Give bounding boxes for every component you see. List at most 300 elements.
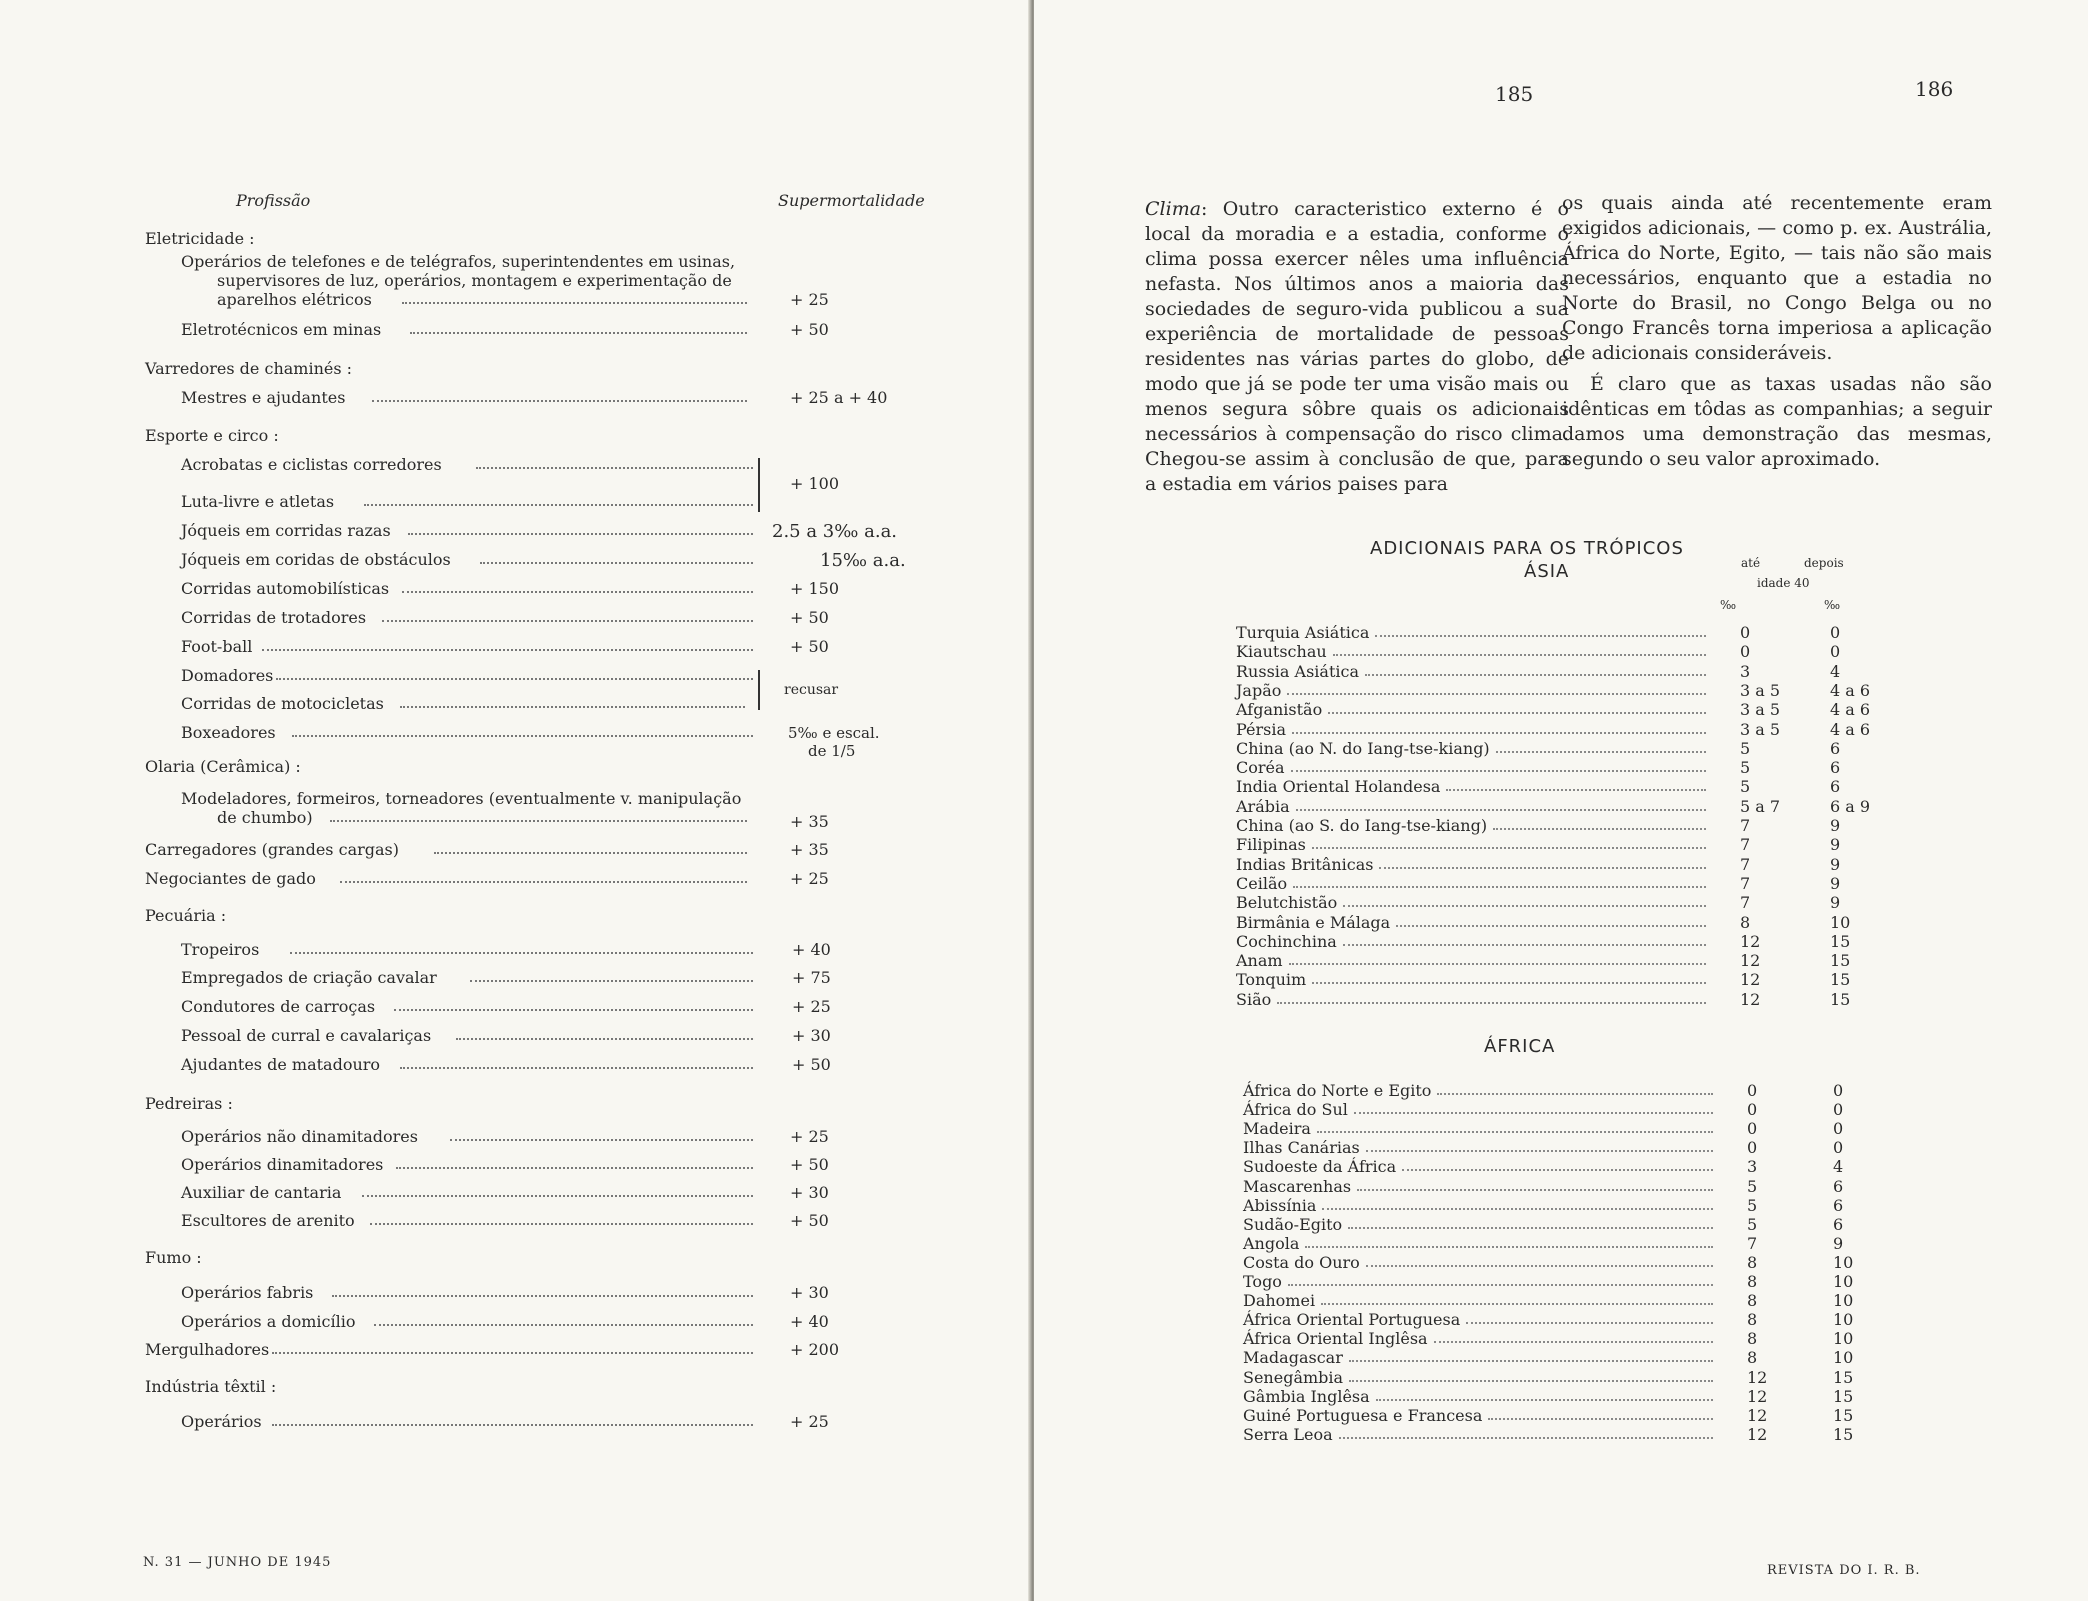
country-name: India Oriental Holandesa <box>1236 777 1441 797</box>
row-label: Boxeadores <box>181 723 276 742</box>
rate-after-40: 10 <box>1833 1252 1854 1272</box>
bracket <box>752 670 760 710</box>
row-label: Condutores de carroças <box>181 997 376 1016</box>
country-name: Coréa <box>1236 758 1285 778</box>
dot-leader <box>1312 835 1706 849</box>
section-fumo: Fumo : <box>145 1248 202 1267</box>
rate-until-40: 5 <box>1747 1176 1758 1196</box>
table-row <box>0 1183 1030 1205</box>
bracket <box>752 458 760 512</box>
dot-leader <box>1366 1253 1713 1267</box>
country-name: Russia Asiática <box>1236 661 1359 681</box>
dot-leader <box>364 492 753 506</box>
table-row <box>1243 1138 1883 1157</box>
rate-until-40: 5 <box>1747 1214 1758 1234</box>
row-value: + 25 <box>790 1127 829 1146</box>
rate-after-40: 0 <box>1833 1100 1844 1120</box>
dot-leader <box>1328 700 1706 714</box>
dot-leader <box>1293 874 1706 888</box>
dot-leader <box>1322 1196 1713 1210</box>
row-label: supervisores de luz, operários, montagem e experimentação de <box>217 271 732 290</box>
rate-until-40: 0 <box>1740 642 1751 662</box>
table-row <box>1243 1100 1883 1119</box>
dot-leader <box>272 1340 753 1354</box>
country-name: Dahomei <box>1243 1291 1316 1311</box>
table-row <box>1243 1368 1883 1387</box>
dot-leader <box>1349 1348 1713 1362</box>
dot-leader <box>1488 1406 1713 1420</box>
rate-until-40: 12 <box>1747 1405 1768 1425</box>
dot-leader <box>1357 1177 1713 1191</box>
dot-leader <box>272 1412 753 1426</box>
rate-after-40: 6 <box>1833 1214 1844 1234</box>
table-row <box>1236 951 1876 970</box>
dot-leader <box>372 388 747 402</box>
table-row <box>1243 1234 1883 1253</box>
dot-leader <box>262 637 753 651</box>
row-value: + 25 <box>792 997 831 1016</box>
rate-after-40: 15 <box>1830 970 1851 990</box>
rate-after-40: 9 <box>1833 1233 1844 1253</box>
dot-leader <box>1376 1387 1713 1401</box>
table-row <box>0 869 1030 891</box>
row-value: + 150 <box>790 579 840 598</box>
table-row <box>1243 1253 1883 1272</box>
row-label: Operários de telefones e de telégrafos, superintendentes em usinas, <box>181 252 736 271</box>
table-row <box>0 637 1030 659</box>
left-page <box>0 0 1030 1601</box>
row-value: + 35 <box>790 840 829 859</box>
table-row <box>0 694 1030 716</box>
paragraph: : Outro caracteristico externo é o local da moradia e a estadia, conforme o clima possa exercer nêles uma influência nefasta. Nos últimos anos a maioria das sociedades de seguro-vida publicou a sua experiência de mortalidade de pessoas residentes nas várias partes do globo, de modo que já se pode ter uma visão mais ou menos segura sôbre quais os adicionais necessários à compensação do risco clima. Chegou-se assim à conclusão de que, para a estadia em vários paises para <box>1145 198 1569 495</box>
row-value: + 50 <box>790 637 829 656</box>
dot-leader <box>480 550 753 564</box>
rate-until-40: 12 <box>1740 989 1761 1009</box>
table-row <box>1243 1406 1883 1425</box>
rate-after-40: 9 <box>1830 816 1841 835</box>
table-row <box>1236 797 1876 816</box>
page-number: 185 <box>1495 82 1534 106</box>
country-name: Pérsia <box>1236 719 1287 739</box>
rate-until-40: 3 a 5 <box>1740 719 1781 739</box>
dot-leader <box>1402 1157 1713 1171</box>
clima-lead: Clima <box>1145 198 1202 220</box>
page-number: 186 <box>1915 77 1954 101</box>
header-profession: Profissão <box>236 191 311 210</box>
row-value: 2.5 a 3‰ a.a. <box>772 521 898 542</box>
country-name: Filipinas <box>1236 835 1306 855</box>
row-value: 15‰ a.a. <box>820 550 906 571</box>
dot-leader <box>1287 681 1706 695</box>
rate-after-40: 6 <box>1833 1195 1844 1215</box>
dot-leader <box>1366 1138 1713 1152</box>
rate-until-40: 12 <box>1747 1367 1768 1387</box>
row-label: Mestres e ajudantes <box>181 388 346 407</box>
dot-leader <box>1321 1291 1713 1305</box>
section-textil: Indústria têxtil : <box>145 1377 277 1396</box>
dot-leader <box>400 694 745 708</box>
rate-until-40: 8 <box>1740 912 1751 932</box>
row-value: + 30 <box>790 1283 829 1302</box>
row-value: + 40 <box>790 1312 829 1331</box>
row-value: + 50 <box>790 1211 829 1230</box>
dot-leader <box>340 869 747 883</box>
country-name: Togo <box>1243 1272 1282 1291</box>
country-name: Arábia <box>1236 796 1290 816</box>
rate-until-40: 0 <box>1740 623 1751 642</box>
row-label: Tropeiros <box>181 940 260 959</box>
row-label: de chumbo) <box>217 808 313 827</box>
row-value: + 25 a + 40 <box>790 388 888 407</box>
rate-after-40: 10 <box>1830 912 1851 932</box>
rate-after-40: 4 a 6 <box>1830 700 1871 720</box>
table-row <box>1236 913 1876 932</box>
dot-leader <box>374 1312 753 1326</box>
table-row <box>1243 1196 1883 1215</box>
country-name: Belutchistão <box>1236 893 1338 913</box>
row-label: Empregados de criação cavalar <box>181 968 437 987</box>
country-name: Sudoeste da África <box>1243 1157 1397 1177</box>
rate-until-40: 12 <box>1747 1386 1768 1406</box>
country-name: Madeira <box>1243 1119 1311 1139</box>
table-row <box>1236 739 1876 758</box>
row-label: Carregadores (grandes cargas) <box>145 840 399 859</box>
table-row <box>1236 932 1876 951</box>
dot-leader <box>1333 642 1706 656</box>
table-row <box>0 940 1030 962</box>
rate-after-40: 9 <box>1830 835 1841 855</box>
dot-leader <box>456 1026 753 1040</box>
rate-until-40: 12 <box>1747 1424 1768 1444</box>
rate-until-40: 5 <box>1740 738 1751 758</box>
row-label: Negociantes de gado <box>145 869 316 888</box>
dot-leader <box>362 1183 753 1197</box>
country-name: Turquia Asiática <box>1236 623 1370 642</box>
body-column-1 <box>1145 197 1569 497</box>
table-row <box>0 320 1030 342</box>
dot-leader <box>1343 932 1706 946</box>
dot-leader <box>1434 1329 1713 1343</box>
row-value: + 50 <box>790 320 829 339</box>
table-row <box>1243 1119 1883 1138</box>
dot-leader <box>1446 777 1706 791</box>
table-row <box>0 1412 1030 1434</box>
col1-header: até <box>1741 556 1761 570</box>
row-label: Jóqueis em coridas de obstáculos <box>181 550 451 569</box>
country-name: Ilhas Canárias <box>1243 1138 1360 1158</box>
rate-after-40: 15 <box>1833 1367 1854 1387</box>
section-esporte: Esporte e circo : <box>145 426 279 445</box>
table-row <box>1243 1215 1883 1234</box>
row-label: Acrobatas e ciclistas corredores <box>181 455 442 474</box>
dot-leader <box>1277 990 1706 1004</box>
rate-after-40: 9 <box>1830 873 1841 893</box>
table-row <box>0 492 1030 514</box>
dot-leader <box>290 940 753 954</box>
dot-leader <box>396 1155 753 1169</box>
table-row <box>0 290 1030 312</box>
asia-title: ÁSIA <box>1524 561 1570 582</box>
row-label: Operários não dinamitadores <box>181 1127 418 1146</box>
dot-leader <box>1317 1119 1713 1133</box>
body-column-2 <box>1562 191 1992 472</box>
table-row <box>0 1283 1030 1305</box>
dot-leader <box>1312 970 1706 984</box>
table-row <box>1243 1291 1883 1310</box>
row-label: Foot-ball <box>181 637 253 656</box>
country-name: Costa do Ouro <box>1243 1252 1360 1272</box>
section-pedreiras: Pedreiras : <box>145 1094 233 1113</box>
row-value: + 25 <box>790 869 829 888</box>
row-label: Luta-livre e atletas <box>181 492 335 511</box>
table-row <box>0 997 1030 1019</box>
table-row <box>1236 623 1876 642</box>
table-row <box>1236 835 1876 854</box>
header-mortality: Supermortalidade <box>778 191 925 210</box>
rate-until-40: 8 <box>1747 1272 1758 1291</box>
country-name: Afganistão <box>1236 700 1323 720</box>
country-name: Kiautschau <box>1236 642 1327 662</box>
dot-leader <box>1343 893 1706 907</box>
table-row <box>0 1340 1030 1362</box>
dot-leader <box>370 1211 753 1225</box>
table-row <box>1236 855 1876 874</box>
dot-leader <box>1292 720 1706 734</box>
row-label: Corridas de trotadores <box>181 608 367 627</box>
dot-leader <box>1339 1425 1713 1439</box>
dot-leader <box>1396 913 1706 927</box>
dot-leader <box>1305 1234 1713 1248</box>
row-value: + 200 <box>790 1340 840 1359</box>
table-row <box>0 666 1030 688</box>
table-row <box>1243 1157 1883 1176</box>
rate-after-40: 0 <box>1833 1138 1844 1158</box>
rate-after-40: 6 <box>1830 758 1841 778</box>
africa-title: ÁFRICA <box>1484 1036 1556 1057</box>
right-page <box>1034 0 2088 1601</box>
rate-after-40: 6 <box>1830 777 1841 797</box>
table-row <box>0 1026 1030 1048</box>
rate-until-40: 3 a 5 <box>1740 680 1781 700</box>
row-label: Corridas automobilísticas <box>181 579 390 598</box>
dot-leader <box>476 455 753 469</box>
table-row <box>0 1155 1030 1177</box>
dot-leader <box>400 1055 753 1069</box>
paragraph: os quais ainda até recentemente eram exigidos adicionais, — como p. ex. Austrália, África do Norte, Egito, — tais não são mais necessários, enquanto que a estadia no Norte do Brasil, no Congo Belga ou no Congo Francês torna imperiosa a aplicação de adicionais consideráveis. <box>1562 192 1992 364</box>
row-value: + 35 <box>790 812 829 831</box>
col2-header: depois <box>1804 556 1844 570</box>
table-row <box>1236 970 1876 989</box>
country-name: Japão <box>1236 680 1282 700</box>
row-label: Domadores <box>181 666 274 685</box>
table-row <box>1236 874 1876 893</box>
table-row <box>1243 1387 1883 1406</box>
country-name: Indias Britânicas <box>1236 854 1374 874</box>
table-row <box>1236 681 1876 700</box>
row-label: Operários a domicílio <box>181 1312 356 1331</box>
rate-after-40: 15 <box>1830 951 1851 971</box>
country-name: Cochinchina <box>1236 931 1337 951</box>
rate-after-40: 6 <box>1830 738 1841 758</box>
rate-until-40: 5 <box>1740 758 1751 778</box>
table-row <box>1236 758 1876 777</box>
country-name: Birmânia e Málaga <box>1236 912 1391 932</box>
country-name: Abissínia <box>1243 1195 1317 1215</box>
table-row <box>0 808 1030 830</box>
rate-after-40: 4 <box>1833 1157 1844 1177</box>
rate-after-40: 9 <box>1830 893 1841 913</box>
rate-after-40: 15 <box>1833 1424 1854 1444</box>
row-label: Auxiliar de cantaria <box>181 1183 342 1202</box>
rate-after-40: 0 <box>1830 623 1841 642</box>
table-row <box>1243 1348 1883 1367</box>
country-name: Ceilão <box>1236 873 1288 893</box>
rate-until-40: 7 <box>1740 816 1751 835</box>
row-value: + 25 <box>790 290 829 309</box>
row-value: + 75 <box>792 968 831 987</box>
row-label: Escultores de arenito <box>181 1211 355 1230</box>
dot-leader <box>1291 758 1706 772</box>
row-value: recusar <box>784 682 839 698</box>
table-title: ADICIONAIS PARA OS TRÓPICOS <box>1370 538 1684 559</box>
dot-leader <box>382 608 753 622</box>
rate-after-40: 4 a 6 <box>1830 680 1871 700</box>
country-name: Tonquim <box>1236 970 1307 990</box>
rate-after-40: 6 <box>1833 1176 1844 1196</box>
row-label: Operários dinamitadores <box>181 1155 384 1174</box>
country-name: Sudão-Egito <box>1243 1214 1343 1234</box>
row-label: Modeladores, formeiros, torneadores (eventualmente v. manipulação <box>181 789 742 808</box>
row-label: Pessoal de curral e cavalariças <box>181 1026 432 1045</box>
rate-until-40: 12 <box>1740 931 1761 951</box>
rate-after-40: 15 <box>1830 931 1851 951</box>
row-label: Ajudantes de matadouro <box>181 1055 381 1074</box>
table-row <box>0 1055 1030 1077</box>
rate-until-40: 12 <box>1740 951 1761 971</box>
rate-after-40: 10 <box>1833 1310 1854 1330</box>
rate-until-40: 0 <box>1747 1081 1758 1100</box>
rate-until-40: 8 <box>1747 1291 1758 1311</box>
dot-leader <box>1496 739 1706 753</box>
rate-until-40: 7 <box>1740 835 1751 855</box>
section-olaria: Olaria (Cerâmica) : <box>145 757 301 776</box>
dot-leader <box>1289 951 1706 965</box>
rate-until-40: 5 <box>1747 1195 1758 1215</box>
dot-leader <box>410 320 747 334</box>
row-value: + 40 <box>792 940 831 959</box>
dot-leader <box>1379 855 1706 869</box>
col2-header-sub: idade 40 <box>1757 576 1810 590</box>
dot-leader <box>1365 662 1706 676</box>
rate-until-40: 7 <box>1740 854 1751 874</box>
rate-after-40: 10 <box>1833 1272 1854 1291</box>
rate-after-40: 4 <box>1830 661 1841 681</box>
section-varredores: Varredores de chaminés : <box>145 359 353 378</box>
row-value: + 30 <box>790 1183 829 1202</box>
table-row <box>1236 816 1876 835</box>
table-row <box>1236 893 1876 912</box>
country-name: Guiné Portuguesa e Francesa <box>1243 1405 1483 1425</box>
rate-until-40: 8 <box>1747 1348 1758 1368</box>
table-row <box>1243 1272 1883 1291</box>
dot-leader <box>402 290 747 304</box>
rate-after-40: 15 <box>1830 989 1851 1009</box>
section-pecuaria: Pecuária : <box>145 906 227 925</box>
dot-leader <box>1348 1215 1713 1229</box>
table-row <box>0 388 1030 410</box>
dot-leader <box>1288 1272 1713 1286</box>
paragraph: É claro que as taxas usadas não são idênticas em tôdas as companhias; a seguir damos uma demonstração das mesmas, segundo o seu valor aproximado. <box>1562 373 1992 470</box>
row-value: de 1/5 <box>808 742 856 760</box>
table-row <box>1243 1081 1883 1100</box>
footer-right: REVISTA DO I. R. B. <box>1767 1563 1921 1578</box>
row-label: Corridas de motocicletas <box>181 694 384 713</box>
rate-until-40: 0 <box>1747 1138 1758 1158</box>
table-row <box>1236 700 1876 719</box>
dot-leader <box>1354 1100 1713 1114</box>
dot-leader <box>1349 1368 1713 1382</box>
table-row <box>0 840 1030 862</box>
row-value: 5‰ e escal. <box>788 724 880 742</box>
table-row <box>0 1312 1030 1334</box>
rate-after-40: 10 <box>1833 1329 1854 1349</box>
dot-leader <box>394 997 753 1011</box>
rate-after-40: 0 <box>1833 1081 1844 1100</box>
table-row <box>1236 720 1876 739</box>
row-value: + 30 <box>792 1026 831 1045</box>
dot-leader <box>1493 816 1706 830</box>
dot-leader <box>470 968 753 982</box>
table-row <box>0 550 1030 572</box>
country-name: Gâmbia Inglêsa <box>1243 1386 1370 1406</box>
dot-leader <box>1296 797 1706 811</box>
row-value: + 50 <box>790 608 829 627</box>
col2-unit: ‰ <box>1824 598 1841 612</box>
country-name: China (ao N. do Iang-tse-kiang) <box>1236 738 1490 758</box>
country-name: África do Sul <box>1243 1100 1348 1120</box>
country-name: Madagascar <box>1243 1348 1343 1368</box>
rate-until-40: 7 <box>1740 893 1751 913</box>
rate-until-40: 0 <box>1747 1119 1758 1139</box>
table-row <box>1243 1329 1883 1348</box>
table-row <box>0 579 1030 601</box>
col1-unit: ‰ <box>1720 598 1737 612</box>
rate-after-40: 15 <box>1833 1405 1854 1425</box>
row-label: Jóqueis em corridas razas <box>181 521 391 540</box>
row-label: Eletrotécnicos em minas <box>181 320 382 339</box>
rate-after-40: 0 <box>1830 642 1841 662</box>
rate-after-40: 6 a 9 <box>1830 796 1871 816</box>
country-name: Mascarenhas <box>1243 1176 1352 1196</box>
rate-after-40: 15 <box>1833 1386 1854 1406</box>
row-value: + 50 <box>790 1155 829 1174</box>
section-eletricidade: Eletricidade : <box>145 229 255 248</box>
table-row <box>1236 662 1876 681</box>
country-name: Angola <box>1243 1233 1300 1253</box>
rate-after-40: 4 a 6 <box>1830 719 1871 739</box>
table-row <box>0 455 1030 477</box>
dot-leader <box>276 666 753 680</box>
row-label: Operários fabris <box>181 1283 314 1302</box>
dot-leader <box>332 1283 753 1297</box>
dot-leader <box>450 1127 753 1141</box>
table-row <box>0 1127 1030 1149</box>
country-name: China (ao S. do Iang-tse-kiang) <box>1236 816 1488 835</box>
rate-until-40: 0 <box>1747 1100 1758 1120</box>
country-name: África do Norte e Egito <box>1243 1081 1432 1100</box>
country-name: Sião <box>1236 989 1272 1009</box>
dot-leader <box>402 579 753 593</box>
